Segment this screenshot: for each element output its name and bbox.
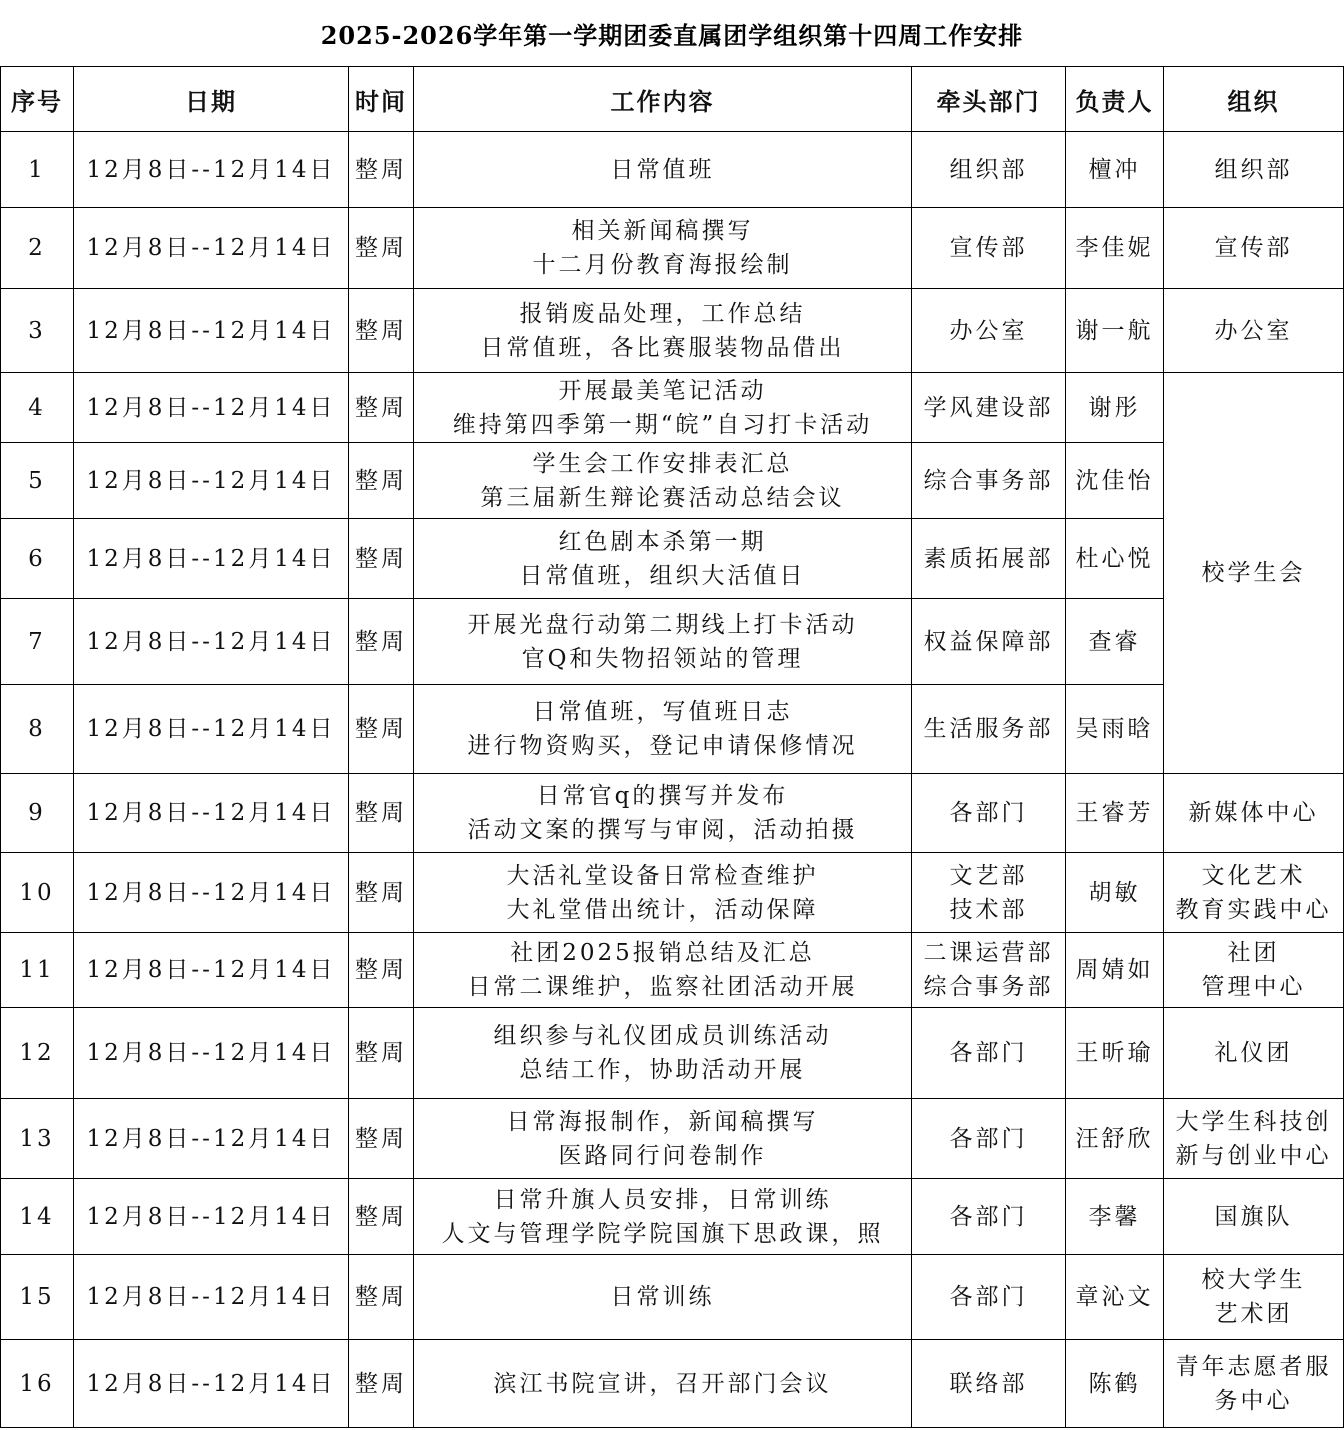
- row-person: 陈鹤: [1066, 1340, 1164, 1428]
- row-time: 整周: [349, 1340, 414, 1428]
- row-org: [1164, 1255, 1344, 1340]
- row-number: 7: [1, 599, 74, 685]
- row-dept: [912, 208, 1066, 289]
- row-number: 4: [1, 373, 74, 443]
- row-dept-line: 联络部: [949, 1370, 1028, 1397]
- row-time: 整周: [349, 685, 414, 774]
- row-content-line: 大礼堂借出统计，活动保障: [506, 896, 819, 923]
- row-number: 10: [1, 853, 74, 933]
- row-date: 12月8日--12月14日: [74, 1008, 349, 1099]
- row-content-line: 日常二课维护，监察社团活动开展: [467, 974, 858, 1000]
- header-time: 时间: [349, 67, 414, 132]
- row-dept: [912, 1340, 1066, 1428]
- table-row: [1, 289, 1344, 373]
- row-time: 整周: [349, 132, 414, 208]
- row-org-line: 教育实践中心: [1175, 896, 1332, 923]
- row-date: 12月8日--12月14日: [74, 1179, 349, 1255]
- row-person: 王睿芳: [1066, 774, 1164, 853]
- row-org-line: 新与创业中心: [1175, 1142, 1332, 1169]
- row-dept: [912, 933, 1066, 1008]
- row-dept-line: 素质拓展部: [923, 545, 1054, 572]
- row-date: 12月8日--12月14日: [74, 443, 349, 519]
- row-content-line: 社团2025报销总结及汇总: [510, 940, 815, 966]
- row-number: 3: [1, 289, 74, 373]
- row-content: [414, 208, 912, 289]
- row-content: [414, 933, 912, 1008]
- row-dept: [912, 1008, 1066, 1099]
- table-row: [1, 1255, 1344, 1340]
- row-content-line: 第三届新生辩论赛活动总结会议: [480, 484, 845, 511]
- row-content: [414, 1099, 912, 1179]
- row-content: [414, 853, 912, 933]
- row-content: [414, 289, 912, 373]
- row-content-line: 学生会工作安排表汇总: [532, 450, 793, 477]
- header-no: 序号: [1, 67, 74, 132]
- row-content: [414, 132, 912, 208]
- row-dept: [912, 599, 1066, 685]
- row-person: 谢彤: [1066, 373, 1164, 443]
- header-org: 组织: [1164, 67, 1344, 132]
- row-content-line: 大活礼堂设备日常检查维护: [506, 862, 819, 889]
- row-org: [1164, 853, 1344, 933]
- row-content-line: 开展光盘行动第二期线上打卡活动: [467, 611, 858, 638]
- row-person: 谢一航: [1066, 289, 1164, 373]
- table-row: [1, 774, 1344, 853]
- row-content: [414, 373, 912, 443]
- row-time: 整周: [349, 599, 414, 685]
- row-person: 王昕瑜: [1066, 1008, 1164, 1099]
- row-time: 整周: [349, 289, 414, 373]
- row-dept: [912, 774, 1066, 853]
- row-org-line: 办公室: [1214, 317, 1293, 344]
- row-dept: [912, 1099, 1066, 1179]
- row-date: 12月8日--12月14日: [74, 933, 349, 1008]
- row-dept-line: 组织部: [949, 156, 1028, 183]
- row-org-line: 大学生科技创: [1175, 1108, 1332, 1135]
- header-row: [1, 67, 1344, 132]
- row-person: 胡敏: [1066, 853, 1164, 933]
- row-dept: [912, 443, 1066, 519]
- table-row: [1, 599, 1344, 685]
- row-person: 杜心悦: [1066, 519, 1164, 599]
- row-org: [1164, 289, 1344, 373]
- row-date: 12月8日--12月14日: [74, 208, 349, 289]
- row-org: [1164, 933, 1344, 1008]
- table-row: [1, 1099, 1344, 1179]
- row-org-line: 艺术团: [1214, 1301, 1293, 1327]
- row-content-line: 日常值班，写值班日志: [532, 699, 793, 725]
- row-content: [414, 1255, 912, 1340]
- row-dept-line: 各部门: [949, 1284, 1028, 1310]
- row-dept: [912, 373, 1066, 443]
- row-dept-line: 文艺部: [949, 862, 1028, 889]
- row-org-line: 新媒体中心: [1188, 800, 1319, 826]
- row-content: [414, 1008, 912, 1099]
- row-person: 章沁文: [1066, 1255, 1164, 1340]
- row-dept-line: 生活服务部: [923, 716, 1054, 742]
- table-row: [1, 1008, 1344, 1099]
- row-time: 整周: [349, 519, 414, 599]
- row-number: 14: [1, 1179, 74, 1255]
- row-org: [1164, 1099, 1344, 1179]
- row-number: 13: [1, 1099, 74, 1179]
- row-date: 12月8日--12月14日: [74, 1255, 349, 1340]
- row-org: [1164, 1008, 1344, 1099]
- row-number: 5: [1, 443, 74, 519]
- row-time: 整周: [349, 774, 414, 853]
- row-time: 整周: [349, 1255, 414, 1340]
- row-content-line: 进行物资购买，登记申请保修情况: [467, 733, 858, 759]
- row-time: 整周: [349, 1179, 414, 1255]
- row-content-line: 日常值班，各比赛服装物品借出: [480, 334, 845, 361]
- row-org-line: 国旗队: [1214, 1203, 1293, 1230]
- row-person: 沈佳怡: [1066, 443, 1164, 519]
- row-time: 整周: [349, 443, 414, 519]
- row-number: 15: [1, 1255, 74, 1340]
- row-date: 12月8日--12月14日: [74, 774, 349, 853]
- row-number: 2: [1, 208, 74, 289]
- row-content-line: 日常海报制作，新闻稿撰写: [506, 1108, 819, 1135]
- table-row: [1, 685, 1344, 774]
- row-content: [414, 1179, 912, 1255]
- document-title: 2025-2026学年第一学期团委直属团学组织第十四周工作安排: [320, 20, 1024, 50]
- header-person: 负责人: [1066, 67, 1164, 132]
- row-content-line: 活动文案的撰写与审阅，活动拍摄: [467, 817, 858, 843]
- row-content-line: 日常训练: [610, 1284, 715, 1310]
- table-row: [1, 443, 1344, 519]
- header-date: 日期: [74, 67, 349, 132]
- row-number: 8: [1, 685, 74, 774]
- row-content-line: 相关新闻稿撰写: [571, 218, 754, 244]
- row-org-line: 管理中心: [1201, 974, 1306, 1000]
- row-person: 查睿: [1066, 599, 1164, 685]
- row-org-line: 文化艺术: [1201, 862, 1306, 889]
- row-org-line: 宣传部: [1214, 235, 1293, 261]
- schedule-body: [1, 132, 1344, 1428]
- row-number: 1: [1, 132, 74, 208]
- row-content-line: 官Q和失物招领站的管理: [521, 645, 804, 672]
- table-row: [1, 1179, 1344, 1255]
- table-row: [1, 1340, 1344, 1428]
- row-time: 整周: [349, 373, 414, 443]
- table-row: [1, 373, 1344, 443]
- row-org-line: 青年志愿者服: [1175, 1353, 1332, 1380]
- row-dept: [912, 289, 1066, 373]
- row-content: [414, 774, 912, 853]
- row-content: [414, 1340, 912, 1428]
- row-dept-line: 技术部: [949, 896, 1028, 923]
- row-org: [1164, 774, 1344, 853]
- row-number: 12: [1, 1008, 74, 1099]
- table-row: [1, 933, 1344, 1008]
- row-content: [414, 519, 912, 599]
- row-person: 周婧如: [1066, 933, 1164, 1008]
- table-row: [1, 132, 1344, 208]
- header-content: 工作内容: [414, 67, 912, 132]
- row-org: [1164, 373, 1344, 774]
- row-org-line: 组织部: [1214, 156, 1293, 183]
- row-dept-line: 各部门: [949, 1125, 1028, 1152]
- row-date: 12月8日--12月14日: [74, 289, 349, 373]
- row-dept-line: 综合事务部: [923, 467, 1054, 494]
- row-dept-line: 办公室: [949, 317, 1028, 344]
- row-dept-line: 宣传部: [949, 235, 1028, 261]
- row-date: 12月8日--12月14日: [74, 1099, 349, 1179]
- row-content-line: 人文与管理学院学院国旗下思政课，照: [441, 1220, 884, 1247]
- row-org-line: 校大学生: [1201, 1267, 1306, 1293]
- row-content-line: 日常官q的撰写并发布: [536, 783, 789, 809]
- row-time: 整周: [349, 208, 414, 289]
- row-number: 16: [1, 1340, 74, 1428]
- row-number: 11: [1, 933, 74, 1008]
- table-row: [1, 208, 1344, 289]
- row-dept-line: 各部门: [949, 800, 1028, 826]
- row-org-line: 礼仪团: [1214, 1040, 1293, 1066]
- row-dept-line: 学风建设部: [923, 394, 1054, 421]
- row-person: 李佳妮: [1066, 208, 1164, 289]
- row-content-line: 滨江书院宣讲，召开部门会议: [493, 1370, 832, 1397]
- row-dept-line: 权益保障部: [923, 628, 1054, 655]
- row-content-line: 总结工作，协助活动开展: [519, 1057, 806, 1083]
- row-time: 整周: [349, 853, 414, 933]
- row-person: 汪舒欣: [1066, 1099, 1164, 1179]
- row-content-line: 红色剧本杀第一期: [558, 528, 767, 555]
- row-dept-line: 各部门: [949, 1040, 1028, 1066]
- row-dept: [912, 685, 1066, 774]
- row-time: 整周: [349, 933, 414, 1008]
- row-date: 12月8日--12月14日: [74, 853, 349, 933]
- row-time: 整周: [349, 1099, 414, 1179]
- row-content-line: 报销废品处理，工作总结: [519, 300, 806, 327]
- row-person: 檀冲: [1066, 132, 1164, 208]
- row-person: 吴雨晗: [1066, 685, 1164, 774]
- row-dept: [912, 1179, 1066, 1255]
- row-content: [414, 599, 912, 685]
- row-dept: [912, 853, 1066, 933]
- row-org-line: 务中心: [1214, 1387, 1293, 1414]
- row-org: [1164, 1340, 1344, 1428]
- row-content-line: 维持第四季第一期“皖”自习打卡活动: [452, 411, 873, 438]
- row-content-line: 日常值班，组织大活值日: [519, 562, 806, 589]
- table-row: [1, 853, 1344, 933]
- row-date: 12月8日--12月14日: [74, 1340, 349, 1428]
- row-content-line: 日常值班: [610, 156, 715, 183]
- row-content: [414, 685, 912, 774]
- schedule-table: [0, 66, 1344, 1428]
- row-number: 6: [1, 519, 74, 599]
- row-org-line: 校学生会: [1201, 560, 1306, 586]
- row-dept-line: 综合事务部: [923, 974, 1054, 1000]
- row-date: 12月8日--12月14日: [74, 599, 349, 685]
- row-date: 12月8日--12月14日: [74, 519, 349, 599]
- row-dept: [912, 519, 1066, 599]
- row-content-line: 医路同行问卷制作: [558, 1142, 767, 1169]
- row-content-line: 组织参与礼仪团成员训练活动: [493, 1023, 832, 1049]
- row-dept-line: 各部门: [949, 1203, 1028, 1230]
- row-number: 9: [1, 774, 74, 853]
- row-dept-line: 二课运营部: [923, 940, 1054, 966]
- row-content-line: 日常升旗人员安排，日常训练: [493, 1186, 832, 1213]
- row-content: [414, 443, 912, 519]
- row-org: [1164, 132, 1344, 208]
- row-content-line: 开展最美笔记活动: [558, 377, 767, 404]
- row-org: [1164, 1179, 1344, 1255]
- row-person: 李馨: [1066, 1179, 1164, 1255]
- row-org-line: 社团: [1227, 940, 1280, 966]
- row-date: 12月8日--12月14日: [74, 685, 349, 774]
- row-dept: [912, 1255, 1066, 1340]
- row-content-line: 十二月份教育海报绘制: [532, 252, 793, 278]
- row-time: 整周: [349, 1008, 414, 1099]
- row-dept: [912, 132, 1066, 208]
- header-dept: 牵头部门: [912, 67, 1066, 132]
- row-org: [1164, 208, 1344, 289]
- row-date: 12月8日--12月14日: [74, 373, 349, 443]
- row-date: 12月8日--12月14日: [74, 132, 349, 208]
- table-row: [1, 519, 1344, 599]
